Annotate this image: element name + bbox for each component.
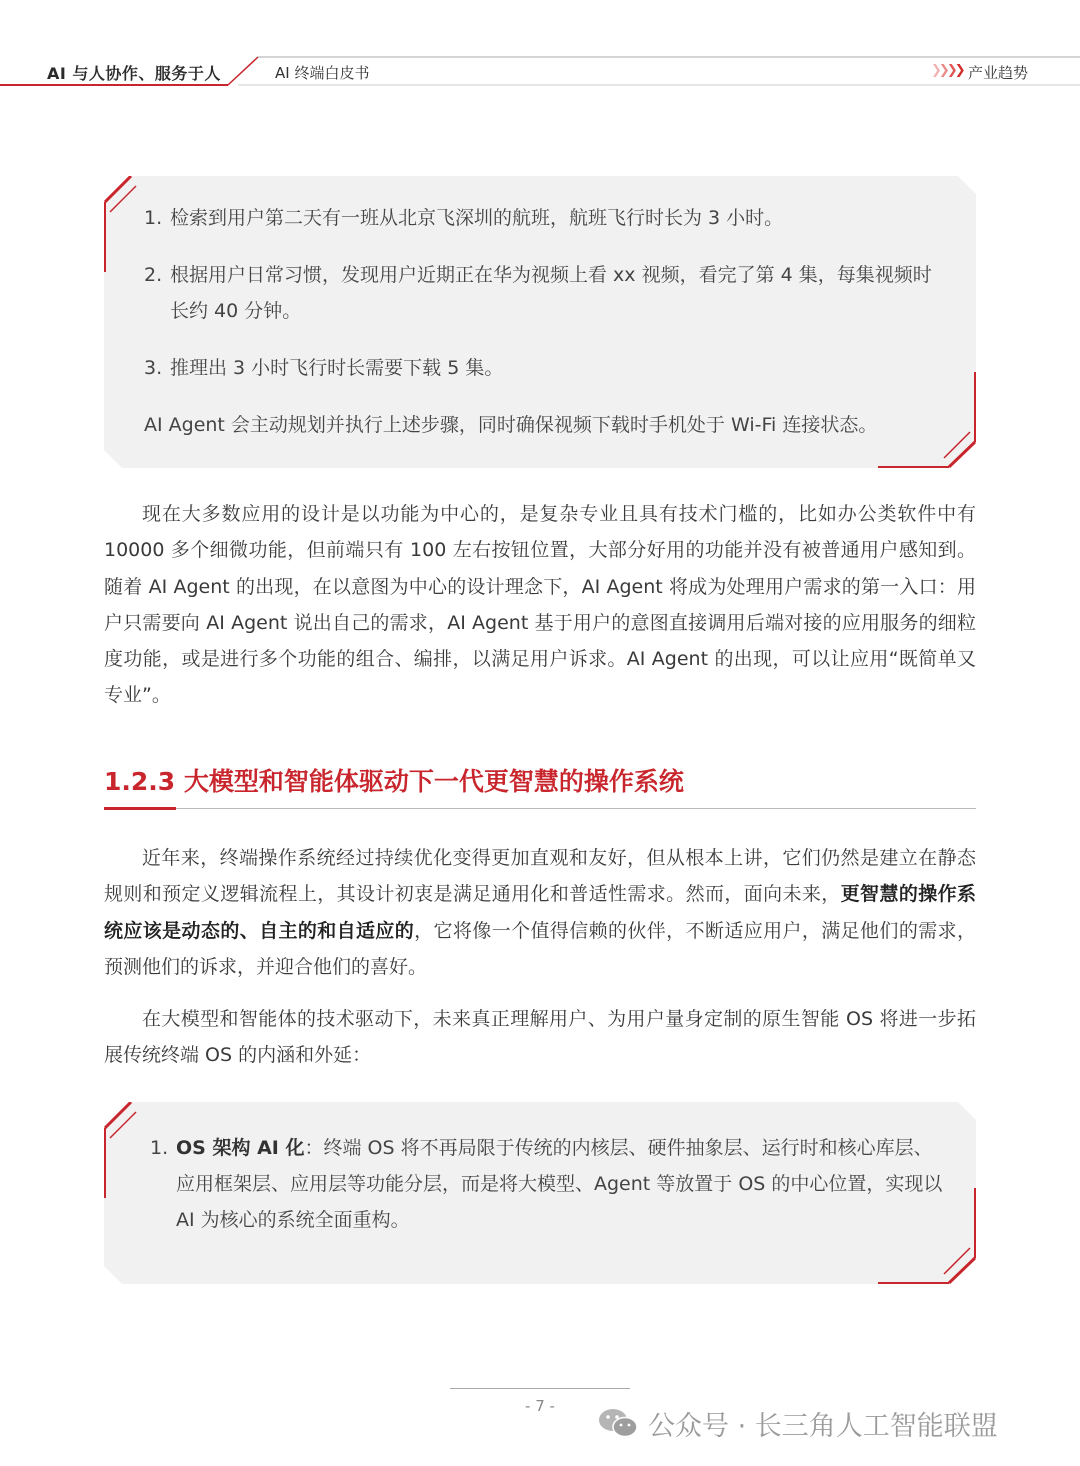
chevrons-icon: ❯❯❯❯ — [931, 63, 963, 78]
section-heading: 1.2.3 大模型和智能体驱动下一代更智慧的操作系统 — [104, 767, 684, 796]
header-left-title: AI 与人协作、服务于人 — [47, 64, 221, 83]
section-divider-accent — [104, 807, 176, 810]
para-text: ，它将像一个值得信赖的伙伴，不断适应用户，满足他们的需求，预测他们的诉求，并迎合他们的喜好。 — [104, 919, 976, 978]
page-number: - 7 - — [525, 1397, 555, 1415]
wechat-icon — [598, 1406, 638, 1440]
step-item — [144, 257, 944, 329]
watermark-text: 公众号 · 长三角人工智能联盟 — [648, 1411, 998, 1442]
step-text: 根据用户日常习惯，发现用户近期正在华为视频上看 xx 视频，看完了第 4 集，每集视频时长约 40 分钟。 — [170, 264, 932, 322]
callout-steps-content — [144, 200, 944, 443]
item-bold-title: OS 架构 AI 化 — [176, 1137, 305, 1159]
step-number: 1. — [144, 207, 163, 229]
callout-os-ai-content — [150, 1130, 950, 1238]
section-divider — [104, 808, 976, 809]
body-paragraph-os — [104, 840, 976, 985]
footer-divider — [450, 1388, 630, 1389]
step-text: 推理出 3 小时飞行时长需要下载 5 集。 — [170, 357, 504, 379]
item-text: ：终端 OS 将不再局限于传统的内核层、硬件抽象层、运行时和核心库层、应用框架层、应用层等功能分层，而是将大模型、Agent 等放置于 OS 的中心位置，实现以 AI 为核心的系统全面重构。 — [176, 1137, 943, 1231]
page-header — [0, 0, 1080, 90]
para-bold-text: 更智慧的操作系统应该是动态的、自主的和自适应的 — [104, 883, 976, 942]
body-paragraph-apps: 现在大多数应用的设计是以功能为中心的，是复杂专业且具有技术门槛的，比如办公类软件中有 10000 多个细微功能，但前端只有 100 左右按钮位置，大部分好用的功能并没有被普通用户感知到。随着 AI Agent 的出现，在以意图为中心的设计理念下，AI Agent 将成为处理用户需求的第一入口：用户只需要向 AI Agent 说出自己的需求，AI Agent 基于用户的意图直接调用后端对接的应用服务的细粒度功能，或是进行多个功能的组合、编排，以满足用户诉求。AI Agent 的出现，可以让应用“既简单又专业”。 — [104, 503, 976, 707]
para-text: 近年来，终端操作系统经过持续优化变得更加直观和友好，但从根本上讲，它们仍然是建立在静态规则和预定义逻辑流程上，其设计初衷是满足通用化和普适性需求。然而，面向未来， — [104, 847, 976, 906]
item-number: 1. — [150, 1137, 169, 1159]
callout-box-steps — [104, 176, 976, 468]
step-number: 3. — [144, 357, 163, 379]
header-doc-title: AI 终端白皮书 — [275, 64, 370, 82]
step-text: 检索到用户第二天有一班从北京飞深圳的航班，航班飞行时长为 3 小时。 — [170, 207, 784, 229]
callout-box-os-ai — [104, 1102, 976, 1284]
callout-closing-text: AI Agent 会主动规划并执行上述步骤，同时确保视频下载时手机处于 Wi-Fi 连接状态。 — [144, 414, 878, 436]
os-ai-item — [150, 1130, 950, 1238]
step-number: 2. — [144, 264, 163, 286]
body-paragraph-native-os: 在大模型和智能体的技术驱动下，未来真正理解用户、为用户量身定制的原生智能 OS 将进一步拓展传统终端 OS 的内涵和外延： — [104, 1008, 976, 1067]
step-item — [144, 350, 944, 386]
step-item — [144, 200, 944, 236]
header-section-label: 产业趋势 — [968, 64, 1029, 82]
